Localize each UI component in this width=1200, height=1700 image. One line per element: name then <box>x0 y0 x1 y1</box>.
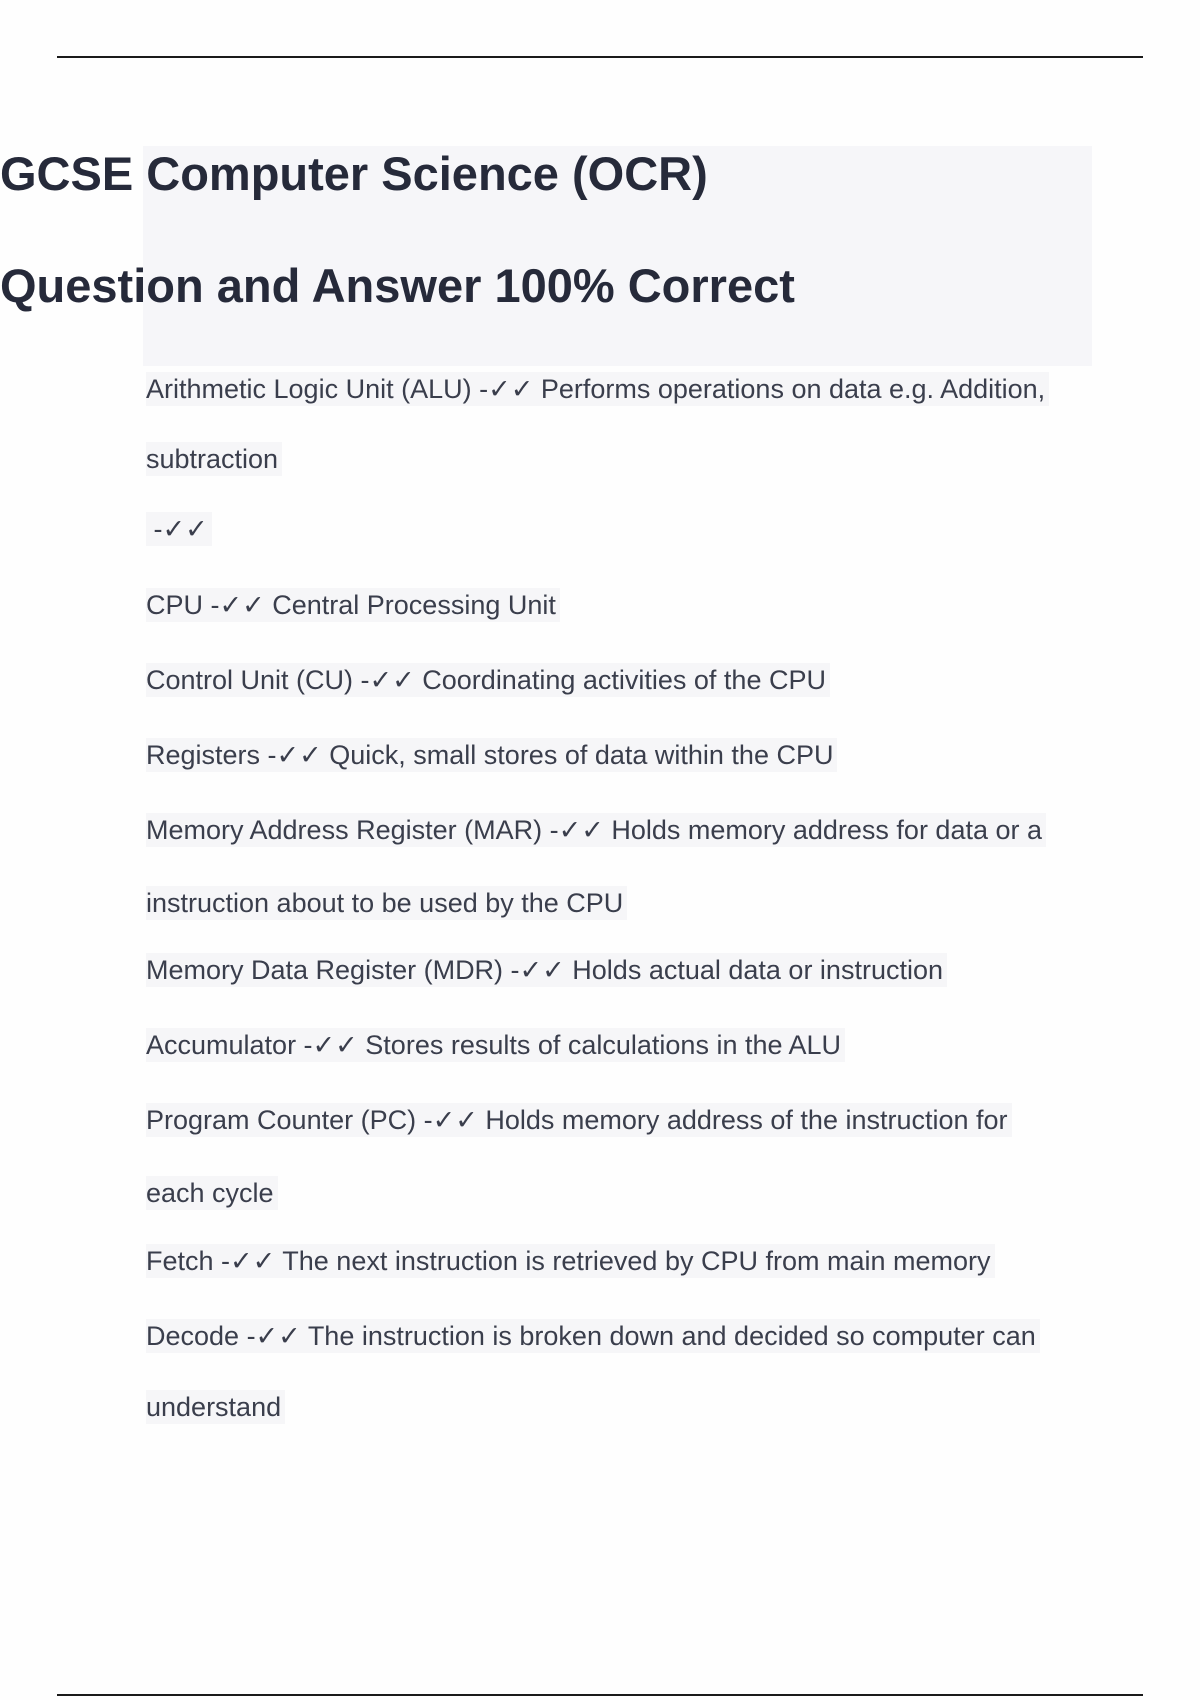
qa-line <box>146 1175 278 1211</box>
qa-text: Fetch -✓✓ The next instruction is retrieved by CPU from main memory <box>146 1244 995 1278</box>
top-rule <box>57 56 1143 58</box>
qa-text: CPU -✓✓ Central Processing Unit <box>146 588 560 622</box>
qa-line <box>146 885 627 921</box>
qa-text: subtraction <box>146 442 282 476</box>
qa-text: Arithmetic Logic Unit (ALU) -✓✓ Performs operations on data e.g. Addition, <box>146 372 1049 406</box>
qa-line <box>146 812 1046 848</box>
qa-text: instruction about to be used by the CPU <box>146 886 627 920</box>
qa-text: Memory Data Register (MDR) -✓✓ Holds actual data or instruction <box>146 953 947 987</box>
qa-line <box>146 1389 285 1425</box>
qa-text: Registers -✓✓ Quick, small stores of data within the CPU <box>146 738 837 772</box>
qa-text: Program Counter (PC) -✓✓ Holds memory address of the instruction for <box>146 1103 1012 1137</box>
document-subtitle: Question and Answer 100% Correct <box>0 259 795 312</box>
qa-text: Decode -✓✓ The instruction is broken down and decided so computer can <box>146 1319 1040 1353</box>
qa-line <box>146 1102 1012 1138</box>
qa-line <box>146 511 212 547</box>
bottom-rule <box>57 1694 1143 1696</box>
qa-line <box>146 371 1049 407</box>
qa-line <box>146 441 282 477</box>
qa-line <box>146 1243 995 1279</box>
qa-line <box>146 587 560 623</box>
qa-line <box>146 1027 845 1063</box>
qa-text: -✓✓ <box>146 512 212 546</box>
qa-text: Accumulator -✓✓ Stores results of calculations in the ALU <box>146 1028 845 1062</box>
qa-line <box>146 1318 1040 1354</box>
qa-text: Control Unit (CU) -✓✓ Coordinating activities of the CPU <box>146 663 830 697</box>
qa-line <box>146 662 830 698</box>
qa-line <box>146 737 837 773</box>
qa-text: each cycle <box>146 1176 278 1210</box>
qa-text: understand <box>146 1390 285 1424</box>
qa-text: Memory Address Register (MAR) -✓✓ Holds memory address for data or a <box>146 813 1046 847</box>
document-title: GCSE Computer Science (OCR) <box>0 147 708 200</box>
qa-line <box>146 952 947 988</box>
